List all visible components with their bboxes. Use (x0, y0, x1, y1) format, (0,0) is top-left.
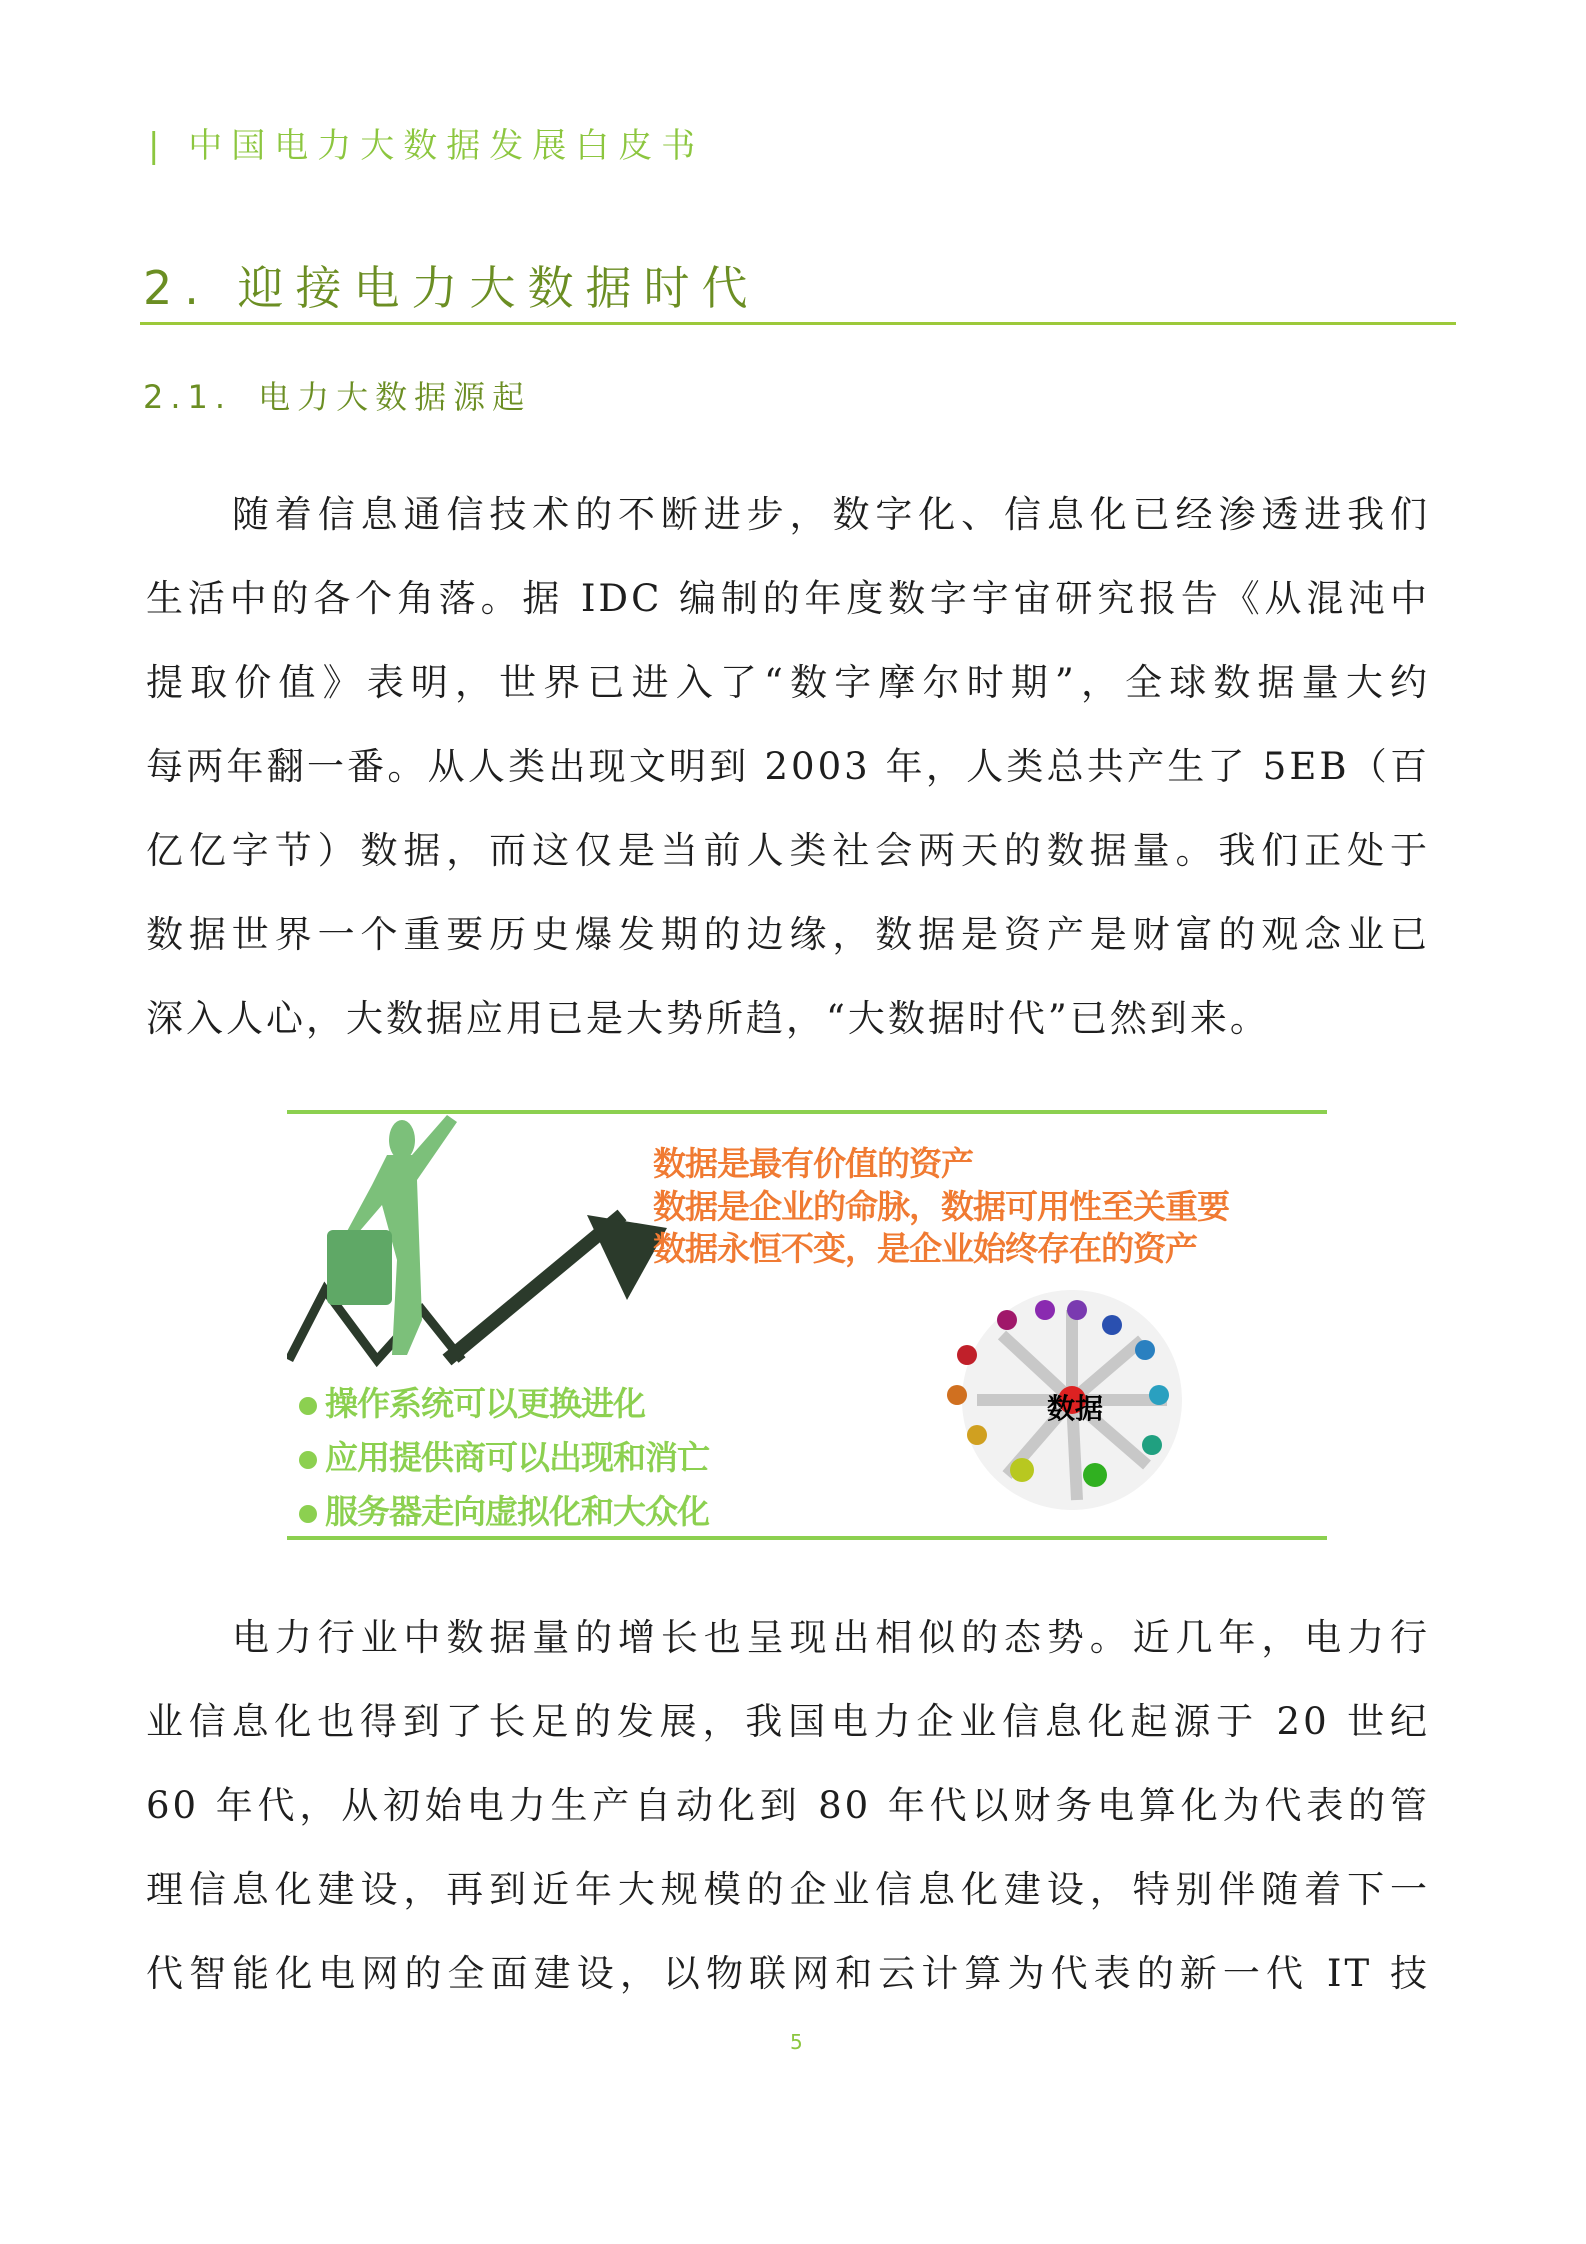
headline-2: 数据是企业的命脉，数据可用性至关重要 (653, 1187, 1229, 1226)
text-line: 每两年翻一番。从人类出现文明到 2003 年，人类总共产生了 5EB（百 (146, 745, 1430, 788)
section-heading: 2. 迎接电力大数据时代 (143, 261, 760, 315)
big-data-illustration (287, 1110, 1327, 1542)
subsection-number: 2.1. (143, 378, 233, 416)
text-line: 深入人心，大数据应用已是大势所趋，“大数据时代”已然到来。 (146, 997, 1270, 1040)
bullet-dot-icon (299, 1451, 317, 1469)
bullet-text: 服务器走向虚拟化和大众化 (325, 1492, 709, 1531)
paragraph-1 (146, 473, 1430, 1061)
running-header: | 中国电力大数据发展白皮书 (148, 126, 705, 166)
headline-1: 数据是最有价值的资产 (653, 1144, 973, 1183)
bullet-item (299, 1432, 709, 1479)
text-line: 60 年代，从初始电力生产自动化到 80 年代以财务电算化为代表的管 (146, 1784, 1430, 1827)
figure-bottom-rule (287, 1536, 1327, 1540)
bullet-item (299, 1378, 645, 1425)
heading-divider (140, 322, 1456, 325)
text-line: 电力行业中数据量的增长也呈现出相似的态势。近几年，电力行 (232, 1616, 1430, 1659)
text-line: 代智能化电网的全面建设，以物联网和云计算为代表的新一代 IT 技 (146, 1952, 1430, 1995)
text-line: 理信息化建设，再到近年大规模的企业信息化建设，特别伴随着下一 (146, 1868, 1430, 1911)
subsection-heading (143, 372, 531, 418)
headline-3: 数据永恒不变，是企业始终存在的资产 (653, 1229, 1197, 1268)
text-line: 随着信息通信技术的不断进步，数字化、信息化已经渗透进我们 (232, 493, 1430, 536)
page-number: 5 (790, 2030, 803, 2054)
text-line: 生活中的各个角落。据 IDC 编制的年度数字宇宙研究报告《从混沌中 (146, 577, 1430, 620)
paragraph-2 (146, 1596, 1430, 2016)
hub-label: 数据 (1047, 1392, 1104, 1425)
bullet-item (299, 1486, 709, 1533)
bullet-dot-icon (299, 1397, 317, 1415)
text-line: 数据世界一个重要历史爆发期的边缘，数据是资产是财富的观念业已 (146, 913, 1430, 956)
text-line: 亿亿字节）数据，而这仅是当前人类社会两天的数据量。我们正处于 (146, 829, 1430, 872)
bullet-text: 操作系统可以更换进化 (325, 1384, 645, 1423)
bullet-dot-icon (299, 1505, 317, 1523)
bullet-text: 应用提供商可以出现和消亡 (325, 1438, 709, 1477)
text-line: 提取价值》表明，世界已进入了“数字摩尔时期”，全球数据量大约 (146, 661, 1430, 704)
subsection-title: 电力大数据源起 (258, 378, 532, 416)
text-line: 业信息化也得到了长足的发展，我国电力企业信息化起源于 20 世纪 (146, 1700, 1430, 1743)
